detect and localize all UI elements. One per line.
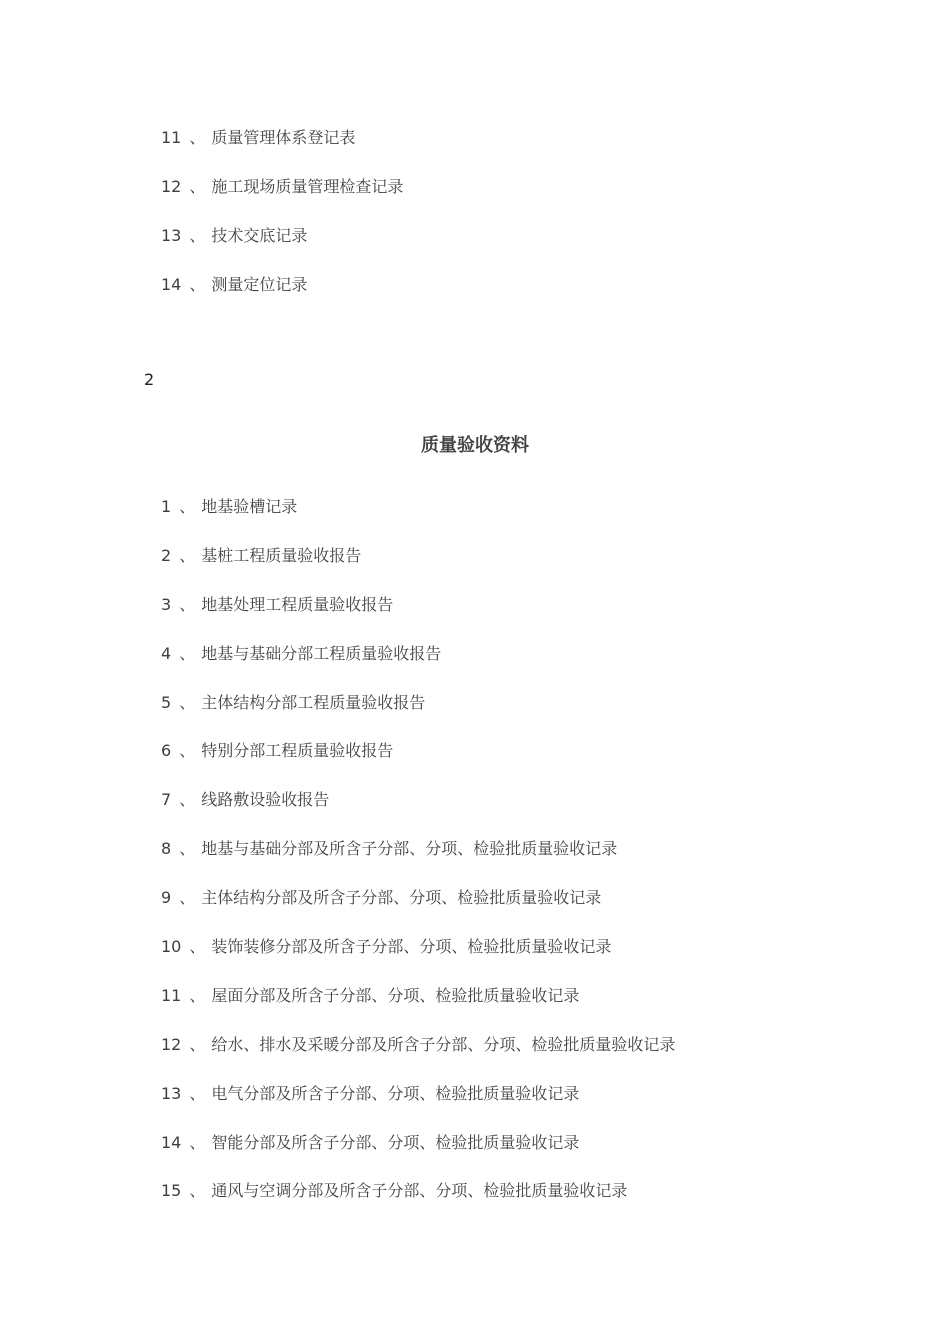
item-number: 6 [161, 741, 172, 761]
item-separator: 、 [189, 1083, 206, 1103]
item-separator: 、 [189, 1181, 206, 1201]
list-item [161, 1084, 675, 1133]
item-separator: 、 [189, 225, 206, 245]
quality-acceptance-list [161, 497, 675, 1230]
list-item [161, 177, 403, 226]
item-number: 5 [161, 692, 172, 712]
item-separator: 、 [179, 643, 196, 663]
list-item [161, 546, 675, 595]
item-number: 8 [161, 839, 172, 859]
item-separator: 、 [179, 692, 196, 712]
list-item [161, 888, 675, 937]
item-text: 特别分部工程质量验收报告 [201, 741, 394, 761]
item-text: 地基验槽记录 [201, 497, 298, 516]
list-item [161, 595, 675, 644]
item-separator: 、 [179, 545, 196, 565]
list-item [161, 693, 675, 742]
item-number: 9 [161, 888, 172, 908]
item-text: 主体结构分部工程质量验收报告 [201, 692, 426, 712]
item-text: 施工现场质量管理检查记录 [211, 176, 404, 196]
item-number: 7 [161, 790, 172, 810]
item-separator: 、 [179, 839, 196, 859]
list-item [161, 275, 403, 324]
item-separator: 、 [189, 1034, 206, 1054]
list-item [161, 790, 675, 839]
item-separator: 、 [189, 176, 206, 196]
list-item [161, 644, 675, 693]
item-number: 13 [161, 1083, 182, 1103]
item-number: 3 [161, 594, 172, 614]
item-text: 屋面分部及所含子分部、分项、检验批质量验收记录 [211, 985, 580, 1005]
list-item [161, 226, 403, 275]
item-number: 11 [161, 985, 182, 1005]
item-number: 14 [161, 274, 182, 294]
item-number: 4 [161, 643, 172, 663]
item-text: 地基与基础分部工程质量验收报告 [201, 643, 442, 663]
item-number: 2 [161, 545, 172, 565]
list-item [161, 937, 675, 986]
section-number: 2 [144, 370, 155, 389]
item-text: 质量管理体系登记表 [211, 128, 356, 147]
item-text: 电气分部及所含子分部、分项、检验批质量验收记录 [211, 1083, 580, 1103]
item-text: 智能分部及所含子分部、分项、检验批质量验收记录 [211, 1132, 580, 1152]
item-number: 10 [161, 937, 182, 957]
item-separator: 、 [179, 888, 196, 908]
list-item [161, 839, 675, 888]
list-item [161, 1035, 675, 1084]
item-text: 地基处理工程质量验收报告 [201, 594, 394, 614]
item-number: 15 [161, 1181, 182, 1201]
item-text: 通风与空调分部及所含子分部、分项、检验批质量验收记录 [211, 1181, 628, 1201]
item-number: 12 [161, 1034, 182, 1054]
section-title: 质量验收资料 [421, 435, 529, 456]
item-number: 11 [161, 128, 182, 147]
item-separator: 、 [189, 937, 206, 957]
item-text: 技术交底记录 [211, 225, 308, 245]
list-item [161, 497, 675, 546]
item-text: 给水、排水及采暖分部及所含子分部、分项、检验批质量验收记录 [211, 1034, 676, 1054]
item-separator: 、 [189, 1132, 206, 1152]
list-item [161, 741, 675, 790]
item-text: 线路敷设验收报告 [201, 790, 330, 810]
item-separator: 、 [189, 274, 206, 294]
item-separator: 、 [179, 497, 196, 516]
item-text: 装饰装修分部及所含子分部、分项、检验批质量验收记录 [211, 937, 612, 957]
item-number: 13 [161, 225, 182, 245]
item-text: 主体结构分部及所含子分部、分项、检验批质量验收记录 [201, 888, 602, 908]
list-item [161, 1181, 675, 1230]
item-text: 地基与基础分部及所含子分部、分项、检验批质量验收记录 [201, 839, 618, 859]
item-separator: 、 [189, 985, 206, 1005]
list-item [161, 128, 403, 177]
item-text: 测量定位记录 [211, 274, 308, 294]
records-list-continued [161, 128, 403, 324]
list-item [161, 986, 675, 1035]
item-separator: 、 [189, 128, 206, 147]
item-text: 基桩工程质量验收报告 [201, 545, 362, 565]
item-number: 14 [161, 1132, 182, 1152]
item-number: 12 [161, 176, 182, 196]
item-separator: 、 [179, 790, 196, 810]
list-item [161, 1133, 675, 1182]
item-separator: 、 [179, 594, 196, 614]
item-number: 1 [161, 497, 172, 516]
item-separator: 、 [179, 741, 196, 761]
